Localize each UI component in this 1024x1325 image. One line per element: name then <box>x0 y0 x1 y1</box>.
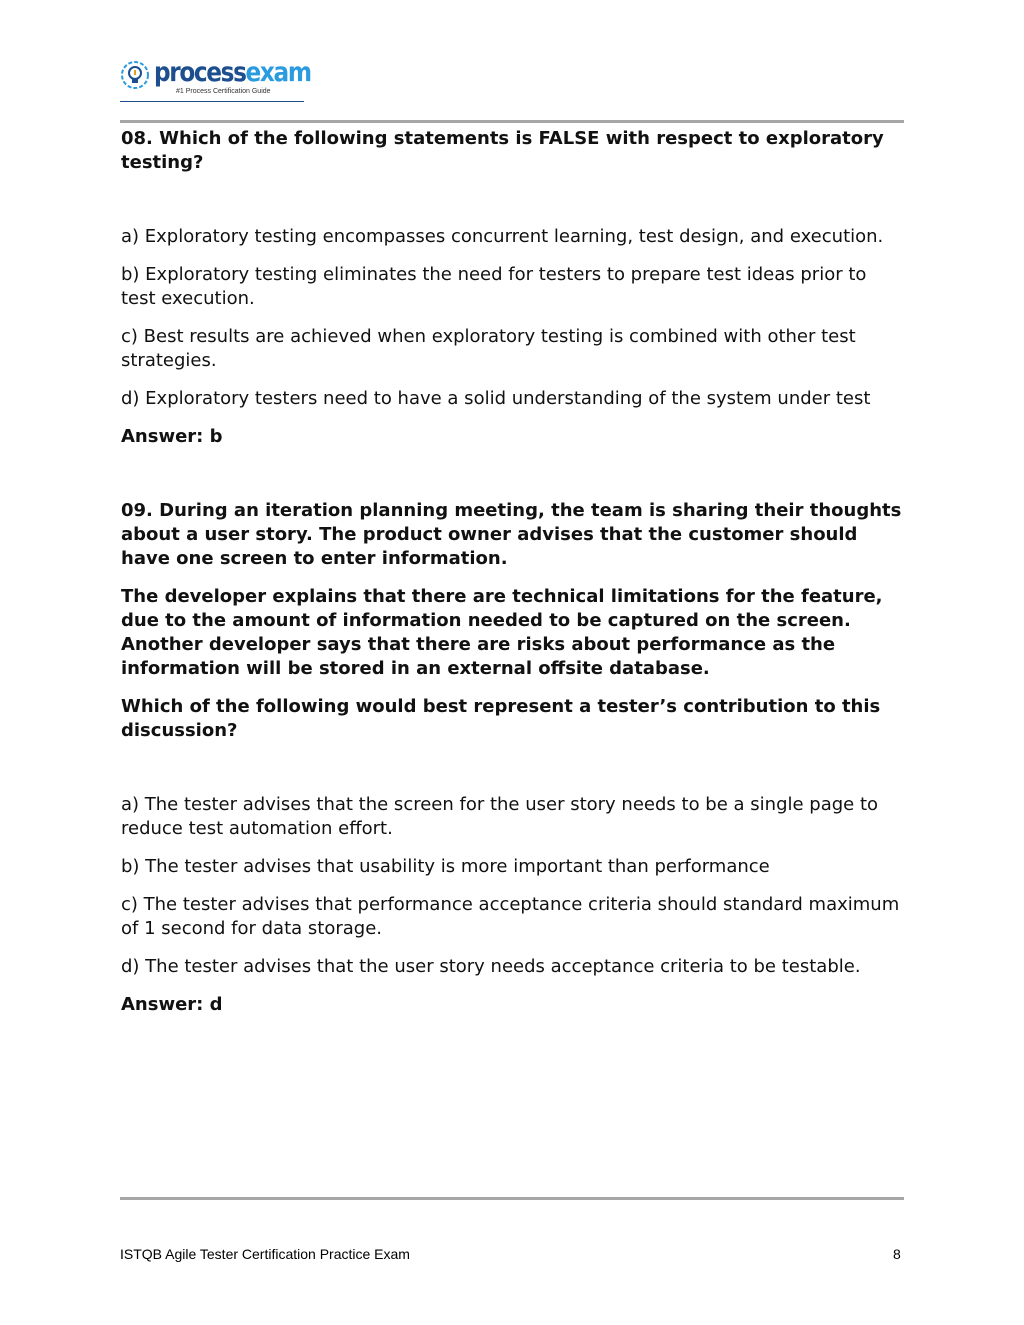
question-context: The developer explains that there are technical limitations for the feature, due to the amount of information needed to be captured on the screen. Another developer says that there are risks about performance as the information will be stored in an external offsite database. <box>121 586 883 679</box>
option-a: a) Exploratory testing encompasses concurrent learning, test design, and execution. <box>121 226 884 247</box>
question-text: 09. During an iteration planning meeting, the team is sharing their thoughts about a user story. The product owner advises that the customer should have one screen to enter information. <box>121 500 902 569</box>
logo-wordmark: processexam <box>154 57 311 88</box>
footer-title: ISTQB Agile Tester Certification Practice Exam <box>120 1246 410 1262</box>
logo-tagline: #1 Process Certification Guide <box>176 88 271 95</box>
answer-label: Answer: d <box>121 994 223 1015</box>
page-content <box>121 127 905 1017</box>
lightbulb-gear-icon <box>120 60 150 90</box>
page-number: 8 <box>893 1246 901 1262</box>
question-08 <box>121 127 905 449</box>
option-c: c) Best results are achieved when exploratory testing is combined with other test strategies. <box>121 326 856 371</box>
question-09 <box>121 499 905 1017</box>
question-text: 08. Which of the following statements is FALSE with respect to exploratory testing? <box>121 128 884 173</box>
question-prompt: Which of the following would best represent a tester’s contribution to this discussion? <box>121 696 881 741</box>
option-d: d) The tester advises that the user story needs acceptance criteria to be testable. <box>121 956 861 977</box>
option-b: b) The tester advises that usability is more important than performance <box>121 856 770 877</box>
option-b: b) Exploratory testing eliminates the need for testers to prepare test ideas prior to test execution. <box>121 264 867 309</box>
option-c: c) The tester advises that performance acceptance criteria should standard maximum of 1 second for data storage. <box>121 894 900 939</box>
processexam-logo <box>120 56 310 104</box>
answer-label: Answer: b <box>121 426 223 447</box>
option-d: d) Exploratory testers need to have a solid understanding of the system under test <box>121 388 871 409</box>
option-a: a) The tester advises that the screen for the user story needs to be a single page to reduce test automation effort. <box>121 794 879 839</box>
footer-divider <box>120 1197 904 1200</box>
header-divider <box>120 120 904 123</box>
logo-underline <box>120 101 304 102</box>
